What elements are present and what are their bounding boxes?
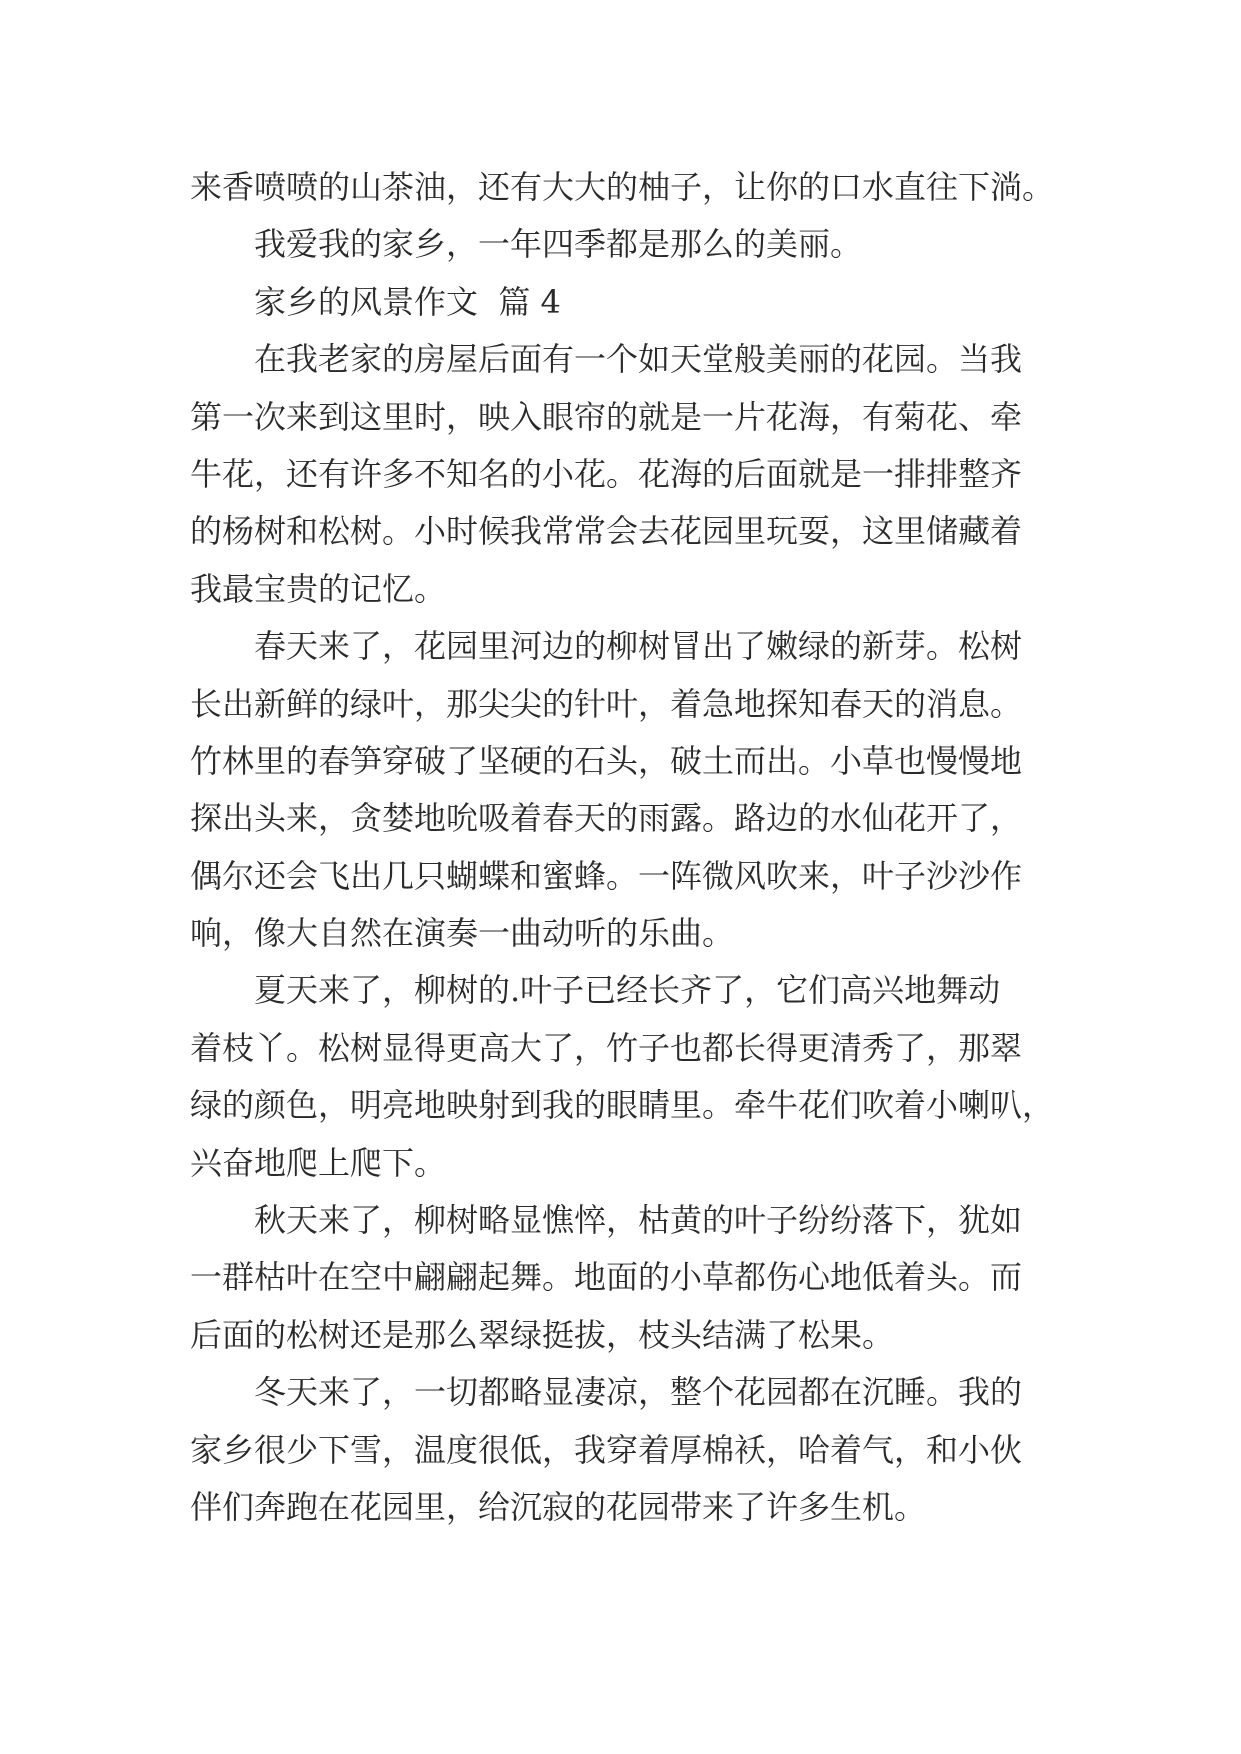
text-line: 一群枯叶在空中翩翩起舞。地面的小草都伤心地低着头。而 (190, 1258, 1023, 1297)
text-line: 家乡很少下雪，温度很低，我穿着厚棉袄，哈着气，和小伙 (190, 1430, 1023, 1469)
text-line: 绿的颜色，明亮地映射到我的眼睛里。牵牛花们吹着小喇叭， (190, 1086, 1055, 1125)
text-line: 探出头来，贪婪地吮吸着春天的雨露。路边的水仙花开了， (190, 799, 1023, 838)
text-line: 兴奋地爬上爬下。 (190, 1143, 447, 1182)
text-line: 我爱我的家乡，一年四季都是那么的美丽。 (254, 225, 863, 264)
text-line: 春天来了，花园里河边的柳树冒出了嫩绿的新芽。松树 (254, 627, 1023, 666)
text-line: 后面的松树还是那么翠绿挺拔，枝头结满了松果。 (190, 1315, 895, 1354)
text-line: 着枝丫。松树显得更高大了，竹子也都长得更清秀了，那翠 (190, 1028, 1023, 1067)
text-line: 竹林里的春笋穿破了坚硬的石头，破土而出。小草也慢慢地 (190, 741, 1023, 780)
text-line: 冬天来了，一切都略显凄凉，整个花园都在沉睡。我的 (254, 1373, 1023, 1412)
text-line: 牛花，还有许多不知名的小花。花海的后面就是一排排整齐 (190, 454, 1023, 493)
text-line: 秋天来了，柳树略显憔悴，枯黄的叶子纷纷落下，犹如 (254, 1201, 1023, 1240)
text-line: 响，像大自然在演奏一曲动听的乐曲。 (190, 914, 735, 953)
text-line: 偶尔还会飞出几只蝴蝶和蜜蜂。一阵微风吹来，叶子沙沙作 (190, 856, 1023, 895)
text-line: 在我老家的房屋后面有一个如天堂般美丽的花园。当我 (254, 340, 1023, 379)
document-body (190, 159, 1070, 1536)
text-line: 来香喷喷的山茶油，还有大大的柚子，让你的口水直往下淌。 (190, 168, 1055, 206)
text-line: 长出新鲜的绿叶，那尖尖的针叶，着急地探知春天的消息。 (190, 684, 1023, 723)
text-line: 的杨树和松树。小时候我常常会去花园里玩耍，这里储藏着 (190, 512, 1023, 551)
text-line: 夏天来了，柳树的.叶子已经长齐了，它们高兴地舞动 (254, 971, 1001, 1010)
text-line: 第一次来到这里时，映入眼帘的就是一片花海，有菊花、牵 (190, 397, 1023, 436)
text-line: 我最宝贵的记忆。 (190, 569, 447, 608)
text-line: 伴们奔跑在花园里，给沉寂的花园带来了许多生机。 (190, 1487, 927, 1526)
section-heading: 家乡的风景作文 篇 4 (254, 282, 561, 321)
